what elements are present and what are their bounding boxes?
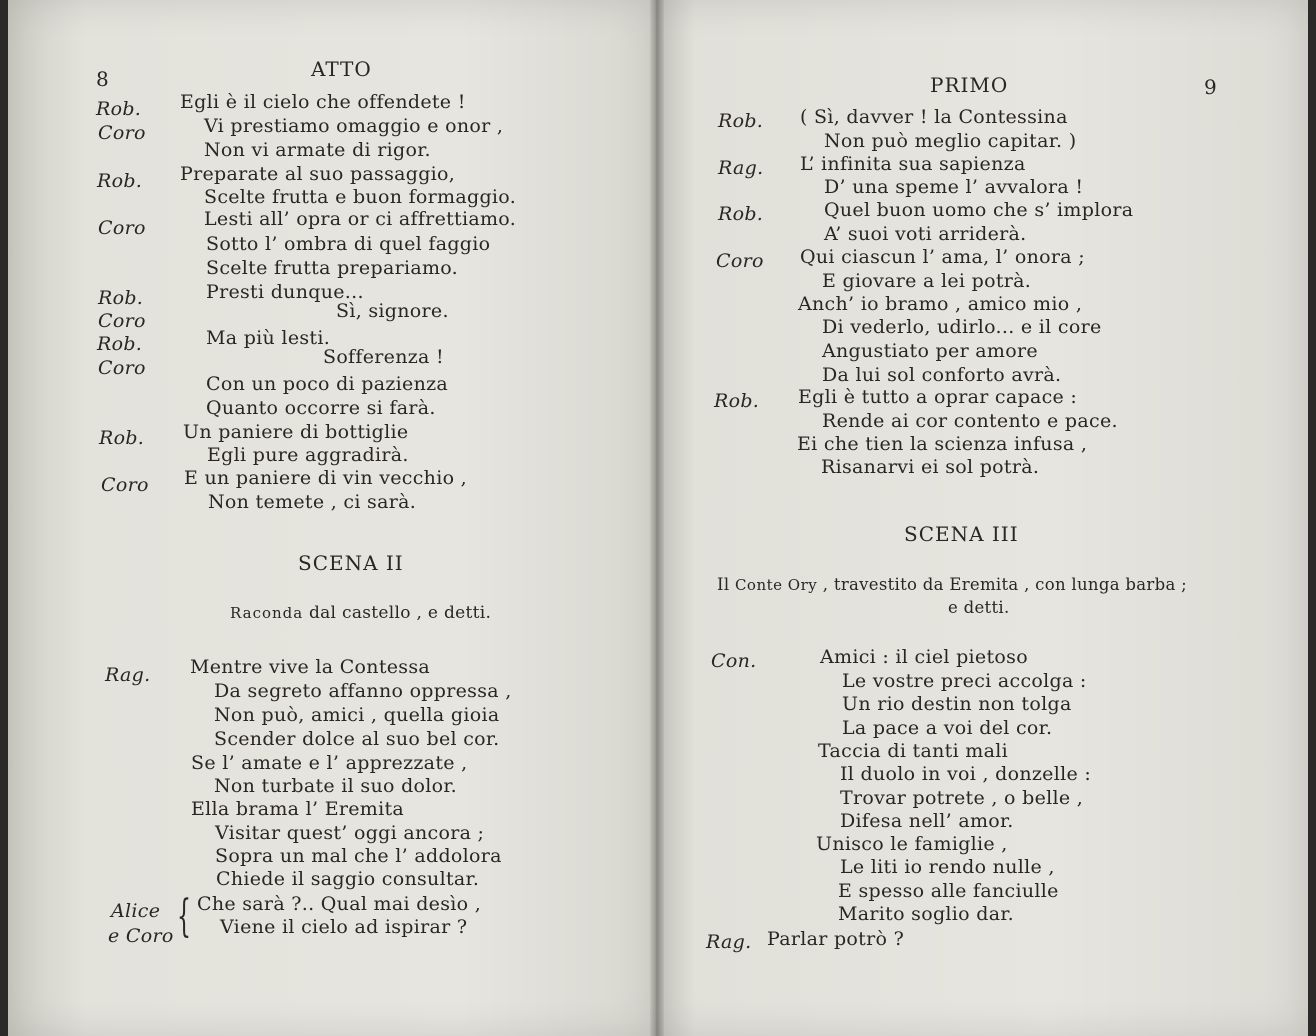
verse-line: Quel buon uomo che s’ implora <box>824 199 1134 221</box>
speaker-label: Rob. <box>718 110 764 132</box>
verse-line: Scelte frutta prepariamo. <box>206 257 459 279</box>
speaker-label: Coro <box>98 357 146 379</box>
stage-direction-text: dal castello , e detti. <box>308 603 492 623</box>
speaker-label: Con. <box>711 650 757 672</box>
page-number-right: 9 <box>1204 75 1218 99</box>
verse-line: E spesso alle fanciulle <box>838 880 1059 902</box>
verse-line: Egli è il cielo che offendete ! <box>180 91 466 113</box>
scene-title: SCENA II <box>298 551 404 575</box>
verse-line: Parlar potrò ? <box>767 928 905 950</box>
verse-line: A’ suoi voti arriderà. <box>824 223 1027 245</box>
verse-line: Di vederlo, udirlo... e il core <box>822 316 1102 338</box>
stage-direction-text: Il <box>717 575 730 594</box>
speaker-label: Coro <box>98 217 146 239</box>
verse-line: La pace a voi del cor. <box>842 717 1053 739</box>
speaker-label: Rag. <box>718 157 764 179</box>
speaker-label: Rob. <box>96 98 142 120</box>
verse-line: Anch’ io bramo , amico mio , <box>798 293 1083 315</box>
verse-line: Trovar potrete , o belle , <box>840 787 1084 809</box>
verse-line: Un paniere di bottiglie <box>183 421 409 443</box>
verse-line: Non può meglio capitar. ) <box>824 130 1077 152</box>
verse-line: Il duolo in voi , donzelle : <box>840 763 1092 785</box>
verse-line: Egli pure aggradirà. <box>207 444 409 466</box>
verse-line: Da lui sol conforto avrà. <box>822 364 1062 386</box>
verse-line: Che sarà ?.. Qual mai desìo , <box>197 893 482 915</box>
verse-line: Sì, signore. <box>336 300 449 322</box>
brace-mark: { <box>177 891 191 942</box>
running-head-left: ATTO <box>311 57 372 81</box>
character-name: Raconda <box>230 604 304 622</box>
verse-line: Non può, amici , quella gioia <box>214 704 500 726</box>
verse-line: Le vostre preci accolga : <box>842 670 1087 692</box>
speaker-label: Rob. <box>718 203 764 225</box>
speaker-label: Coro <box>98 122 146 144</box>
verse-line: Ei che tien la scienza infusa , <box>797 433 1088 455</box>
verse-line: Amici : il ciel pietoso <box>820 646 1028 668</box>
verse-line: Quanto occorre si farà. <box>206 397 436 419</box>
verse-line: Visitar quest’ oggi ancora ; <box>215 822 485 844</box>
verse-line: Un rio destin non tolga <box>842 693 1072 715</box>
verse-line: ( Sì, davver ! la Contessina <box>800 106 1068 128</box>
verse-line: Rende ai cor contento e pace. <box>822 410 1118 432</box>
verse-line: D’ una speme l’ avvalora ! <box>824 176 1084 198</box>
verse-line: Difesa nell’ amor. <box>840 810 1014 832</box>
verse-line: Qui ciascun l’ ama, l’ onora ; <box>800 246 1085 268</box>
speaker-label: Coro <box>98 310 146 332</box>
verse-line: Sotto l’ ombra di quel faggio <box>206 233 491 255</box>
verse-line: Taccia di tanti mali <box>818 740 1008 762</box>
verse-line: Risanarvi ei sol potrà. <box>821 456 1040 478</box>
book-gutter <box>650 0 664 1036</box>
verse-line: Presti dunque... <box>206 281 364 303</box>
speaker-label: Coro <box>716 250 764 272</box>
speaker-label: Rag. <box>105 664 151 686</box>
page-number-left: 8 <box>96 67 110 91</box>
verse-line: Mentre vive la Contessa <box>190 656 431 678</box>
verse-line: Non turbate il suo dolor. <box>214 775 458 797</box>
verse-line: Se l’ amate e l’ apprezzate , <box>191 752 468 774</box>
speaker-label: Rob. <box>97 170 143 192</box>
verse-line: Da segreto affanno oppressa , <box>214 680 512 702</box>
character-name: Conte Ory <box>734 576 818 594</box>
verse-line: Unisco le famiglie , <box>816 833 1008 855</box>
stage-direction-text: , travestito da Eremita , con lunga barba ; <box>822 575 1187 594</box>
verse-line: Egli è tutto a oprar capace : <box>798 386 1078 408</box>
verse-line: E un paniere di vin vecchio , <box>184 467 467 489</box>
scene-title: SCENA III <box>904 522 1019 546</box>
speaker-label: Rob. <box>97 333 143 355</box>
speaker-label: Coro <box>101 474 149 496</box>
verse-line: Non vi armate di rigor. <box>204 139 431 161</box>
verse-line: Chiede il saggio consultar. <box>216 868 480 890</box>
speaker-label: Rob. <box>714 390 760 412</box>
verse-line: Sofferenza ! <box>323 346 444 368</box>
speaker-label: e Coro <box>108 925 174 947</box>
speaker-label: Rob. <box>99 427 145 449</box>
verse-line: L’ infinita sua sapienza <box>800 153 1026 175</box>
verse-line: Scender dolce al suo bel cor. <box>214 728 500 750</box>
stage-direction-line2: e detti. <box>948 598 1010 617</box>
verse-line: Angustiato per amore <box>822 340 1038 362</box>
running-head-right: PRIMO <box>930 73 1009 97</box>
verse-line: Non temete , ci sarà. <box>208 491 417 513</box>
verse-line: Scelte frutta e buon formaggio. <box>204 186 517 208</box>
verse-line: Vi prestiamo omaggio e onor , <box>204 115 504 137</box>
verse-line: Preparate al suo passaggio, <box>180 163 456 185</box>
speaker-label: Rob. <box>98 287 144 309</box>
stage-direction <box>717 574 1187 596</box>
verse-line: Ma più lesti. <box>206 327 331 349</box>
verse-line: Le liti io rendo nulle , <box>840 856 1055 878</box>
verse-line: Sopra un mal che l’ addolora <box>215 845 502 867</box>
stage-direction <box>230 602 491 624</box>
speaker-label: Alice <box>111 900 161 922</box>
verse-line: Ella brama l’ Eremita <box>191 798 405 820</box>
verse-line: E giovare a lei potrà. <box>822 270 1032 292</box>
verse-line: Viene il cielo ad ispirar ? <box>220 916 468 938</box>
verse-line: Lesti all’ opra or ci affrettiamo. <box>204 208 517 230</box>
verse-line: Con un poco di pazienza <box>206 373 449 395</box>
speaker-label: Rag. <box>706 931 752 953</box>
verse-line: Marito soglio dar. <box>838 903 1014 925</box>
